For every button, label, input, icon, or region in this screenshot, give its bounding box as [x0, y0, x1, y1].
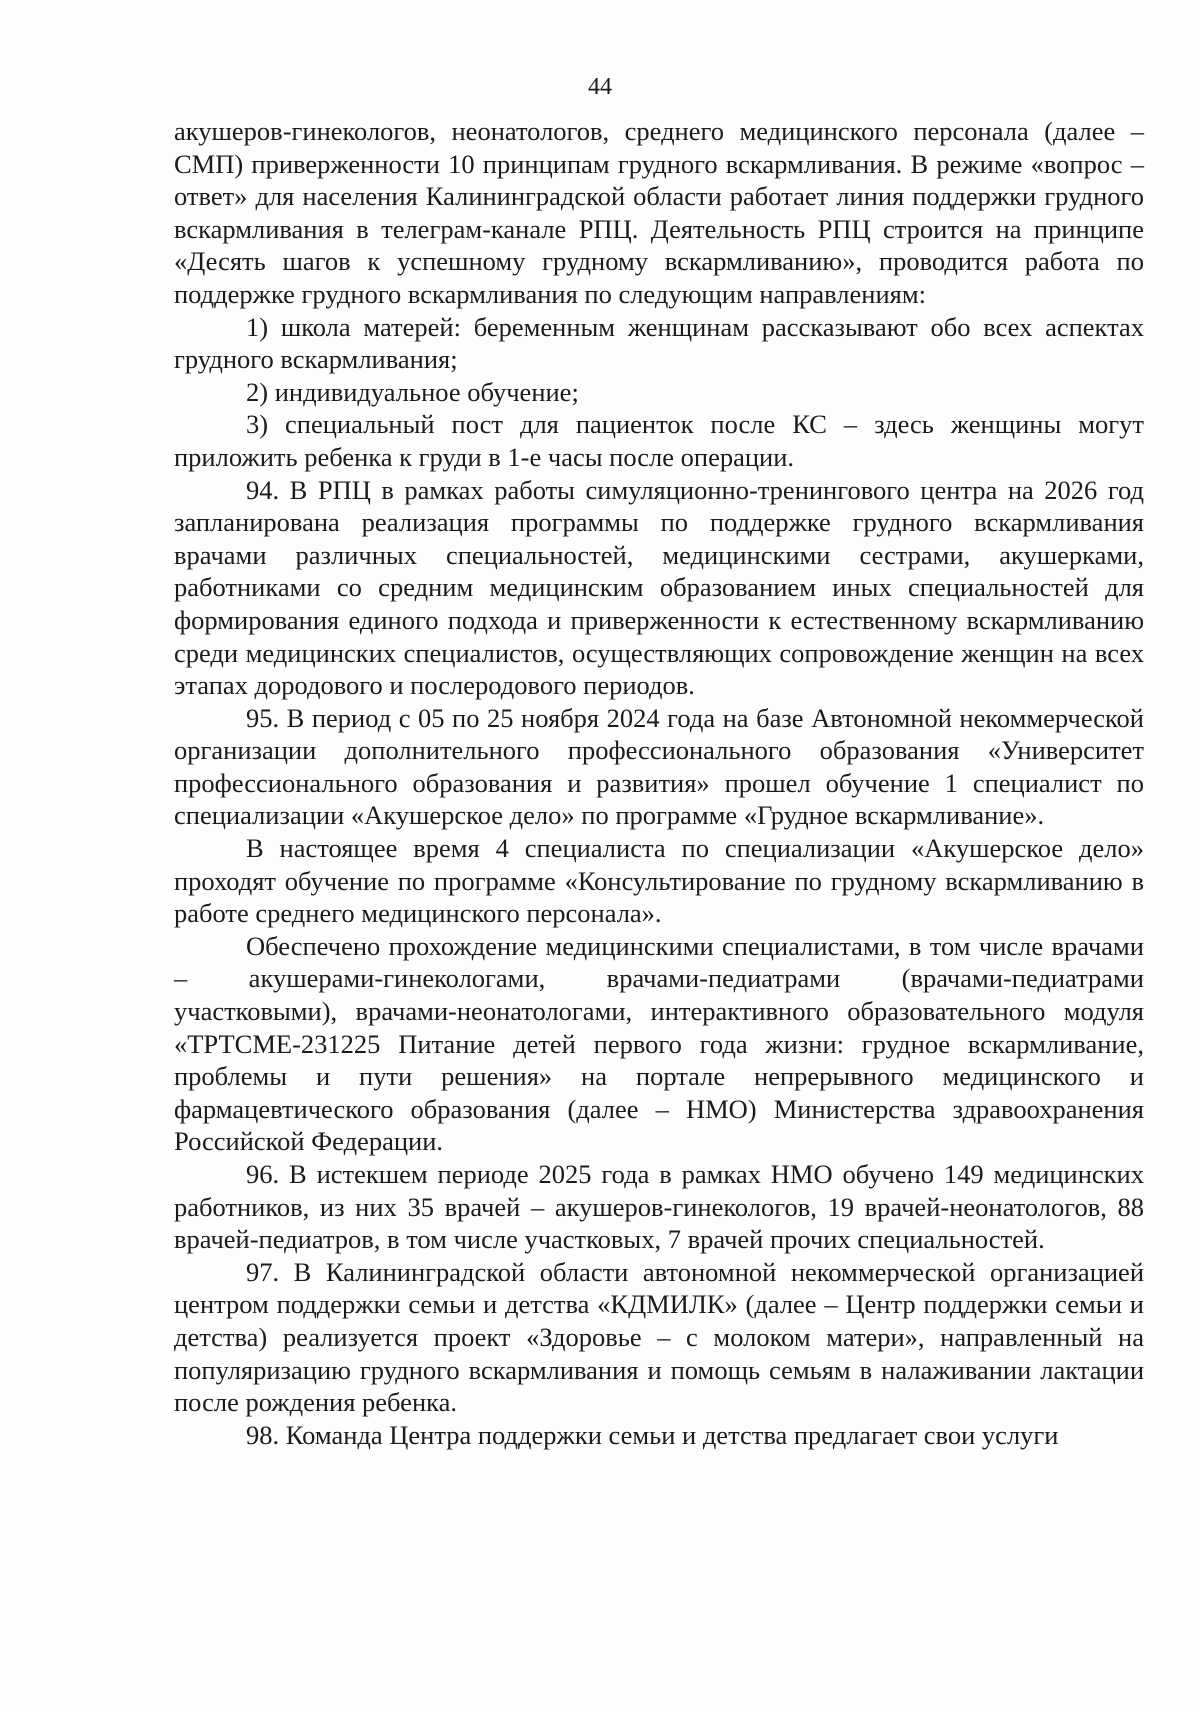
paragraph: 2) индивидуальное обучение;	[246, 376, 579, 407]
paragraph: 96. В истекшем периоде 2025 года в рамках НМО обучено 149 медицинских работников, из них 35 врачей – акушеров-гинекологов, 19 врачей-неонатологов, 88 врачей-педиатров, в том числе участковых, 7 врачей прочих специальностей.	[174, 1159, 1144, 1255]
page-number: 44	[588, 74, 612, 100]
paragraph: 3) специальный пост для пациенток после КС – здесь женщины могут приложить ребенка к груди в 1-е часы после операции.	[174, 409, 1144, 472]
paragraph: 1) школа матерей: беременным женщинам рассказывают обо всех аспектах грудного вскармливания;	[174, 311, 1144, 375]
body-text	[174, 115, 1144, 1451]
paragraph: 98. Команда Центра поддержки семьи и детства предлагает свои услуги	[246, 1419, 1059, 1450]
paragraph: В настоящее время 4 специалиста по специализации «Акушерское дело» проходят обучение по программе «Консультирование по грудному вскармливанию в работе среднего медицинского персонала».	[174, 833, 1144, 929]
paragraph: 97. В Калининградской области автономной некоммерческой организацией центром поддержки семьи и детства «КДМИЛК» (далее – Центр поддержки семьи и детства) реализуется проект «Здоровье – с молоком матери», направленный на популяризацию грудного вскармливания и помощь семьям в налаживании лактации после рождения ребенка.	[174, 1256, 1144, 1418]
paragraph: акушеров-гинекологов, неонатологов, среднего медицинского персонала (далее – СМП) приверженности 10 принципам грудного вскармливания. В режиме «вопрос – ответ» для населения Калининградской области работает линия поддержки грудного вскармливания в телеграм-канале РПЦ. Деятельность РПЦ строится на принципе «Десять шагов к успешному грудному вскармливанию», проводится работа по поддержке грудного вскармливания по следующим направлениям:	[174, 116, 1144, 309]
paragraph: Обеспечено прохождение медицинскими специалистами, в том числе врачами – акушерами-гинекологами, врачами-педиатрами (врачами-педиатрами участковыми), врачами-неонатологами, интерактивного образовательного модуля «ТРТСМЕ-231225 Питание детей первого года жизни: грудное вскармливание, проблемы и пути решения» на портале непрерывного медицинского и фармацевтического образования (далее – НМО) Министерства здравоохранения Российской Федерации.	[174, 930, 1144, 1157]
paragraph: 94. В РПЦ в рамках работы симуляционно-тренингового центра на 2026 год запланирована реализация программы по поддержке грудного вскармливания врачами различных специальностей, медицинскими сестрами, акушерками, работниками со средним медицинским образованием иных специальностей для формирования единого подхода и приверженности к естественному вскармливанию среди медицинских специалистов, осуществляющих сопровождение женщин на всех этапах дородового и послеродового периодов.	[174, 474, 1144, 701]
paragraph: 95. В период с 05 по 25 ноября 2024 года на базе Автономной некоммерческой организации дополнительного профессионального образования «Университет профессионального образования и развития» прошел обучение 1 специалист по специализации «Акушерское дело» по программе «Грудное вскармливание».	[174, 702, 1144, 831]
